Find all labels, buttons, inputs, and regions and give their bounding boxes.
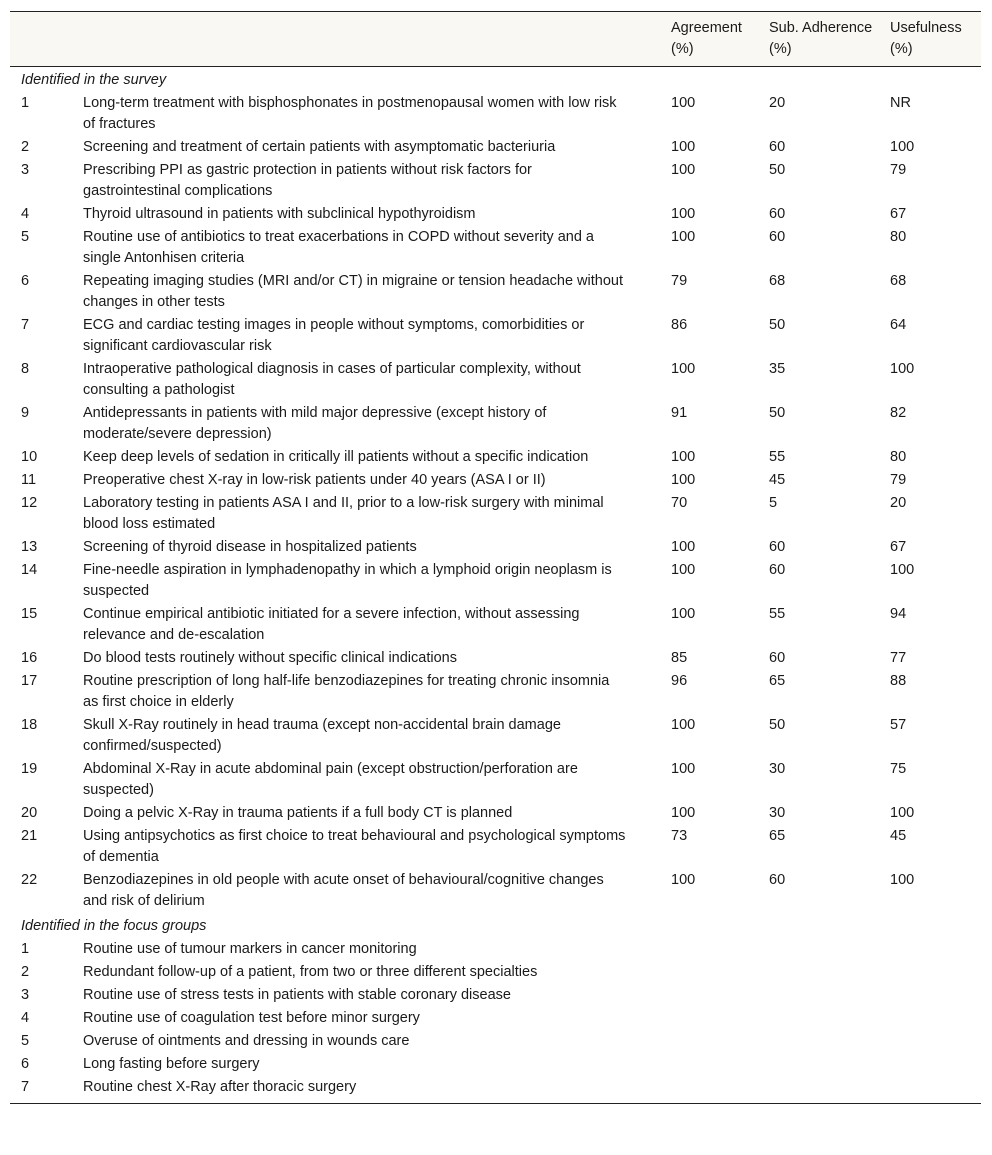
row-agreement: 100 <box>671 95 696 111</box>
section-focus-groups <box>10 913 981 938</box>
row-description: Continue empirical antibiotic initiated for a severe infection, without assessing relevance and de-escalation <box>83 606 580 643</box>
row-usefulness: NR <box>890 95 911 111</box>
row-description: ECG and cardiac testing images in people without symptoms, comorbidities or significant cardiovascular risk <box>83 317 585 354</box>
row-adherence: 30 <box>769 761 786 777</box>
section-survey-title: Identified in the survey <box>21 72 167 88</box>
row-agreement: 70 <box>671 495 688 511</box>
row-agreement <box>660 961 758 984</box>
row-agreement <box>660 1053 758 1076</box>
table-row <box>10 314 981 358</box>
row-usefulness <box>879 984 981 1007</box>
row-description: Routine chest X-Ray after thoracic surgery <box>83 1079 357 1095</box>
row-number: 15 <box>21 606 38 622</box>
row-number: 3 <box>21 162 30 178</box>
row-usefulness: 20 <box>890 495 907 511</box>
row-number: 3 <box>21 987 30 1003</box>
table-row <box>10 647 981 670</box>
table-row <box>10 226 981 270</box>
row-number: 11 <box>21 472 37 488</box>
row-agreement <box>660 1076 758 1103</box>
row-agreement: 100 <box>671 606 696 622</box>
row-agreement <box>660 938 758 961</box>
row-number: 8 <box>21 361 30 377</box>
row-description: Screening and treatment of certain patients with asymptomatic bacteriuria <box>83 139 556 155</box>
table-header <box>10 12 981 67</box>
row-adherence: 60 <box>769 539 786 555</box>
row-usefulness: 80 <box>890 449 907 465</box>
row-agreement: 100 <box>671 449 696 465</box>
row-adherence <box>758 961 879 984</box>
table-body <box>10 67 981 1104</box>
row-agreement: 100 <box>671 539 696 555</box>
row-adherence: 55 <box>769 606 786 622</box>
table-bottom-rule <box>10 1103 981 1104</box>
row-usefulness <box>879 1053 981 1076</box>
table-row <box>10 92 981 136</box>
row-agreement: 100 <box>671 562 696 578</box>
row-description: Antidepressants in patients with mild major depressive (except history of moderate/severe depression) <box>83 405 547 442</box>
row-description: Routine use of tumour markers in cancer monitoring <box>83 941 417 957</box>
row-adherence: 55 <box>769 449 786 465</box>
row-usefulness: 64 <box>890 317 907 333</box>
row-adherence: 5 <box>769 495 778 511</box>
row-agreement: 100 <box>671 162 696 178</box>
row-usefulness: 82 <box>890 405 907 421</box>
row-number: 1 <box>21 941 30 957</box>
row-adherence: 45 <box>769 472 786 488</box>
table-row <box>10 469 981 492</box>
row-adherence: 50 <box>769 405 786 421</box>
section-focus-groups-title: Identified in the focus groups <box>21 918 207 934</box>
row-description: Preoperative chest X-ray in low-risk patients under 40 years (ASA I or II) <box>83 472 546 488</box>
row-usefulness: 100 <box>890 562 915 578</box>
row-agreement: 100 <box>671 805 696 821</box>
row-number: 22 <box>21 872 38 888</box>
row-usefulness <box>879 938 981 961</box>
row-agreement: 100 <box>671 872 696 888</box>
row-description: Doing a pelvic X-Ray in trauma patients if a full body CT is planned <box>83 805 513 821</box>
row-usefulness: 88 <box>890 673 907 689</box>
table-row <box>10 961 981 984</box>
row-number: 5 <box>21 1033 30 1049</box>
row-number: 12 <box>21 495 38 511</box>
row-usefulness: 79 <box>890 162 907 178</box>
row-adherence: 20 <box>769 95 786 111</box>
row-description: Benzodiazepines in old people with acute onset of behavioural/cognitive changes and risk of delirium <box>83 872 604 909</box>
row-usefulness: 75 <box>890 761 907 777</box>
row-number: 6 <box>21 1056 30 1072</box>
table-row <box>10 559 981 603</box>
row-adherence: 60 <box>769 650 786 666</box>
row-agreement: 100 <box>671 229 696 245</box>
row-description: Repeating imaging studies (MRI and/or CT) in migraine or tension headache without changes in other tests <box>83 273 624 310</box>
row-number: 1 <box>21 95 30 111</box>
section-survey <box>10 67 981 93</box>
row-adherence: 60 <box>769 139 786 155</box>
table-row <box>10 938 981 961</box>
header-adherence: Sub. Adherence (%) <box>758 12 879 67</box>
row-adherence: 68 <box>769 273 786 289</box>
header-description <box>72 12 660 67</box>
table-row <box>10 603 981 647</box>
row-description: Keep deep levels of sedation in critically ill patients without a specific indication <box>83 449 589 465</box>
table-row <box>10 714 981 758</box>
row-usefulness: 77 <box>890 650 907 666</box>
table-row <box>10 1007 981 1030</box>
row-agreement: 86 <box>671 317 688 333</box>
table-row <box>10 203 981 226</box>
row-adherence <box>758 1076 879 1103</box>
row-usefulness: 100 <box>890 872 915 888</box>
row-agreement: 91 <box>671 405 688 421</box>
row-number: 4 <box>21 1010 30 1026</box>
table-row <box>10 670 981 714</box>
row-number: 5 <box>21 229 30 245</box>
row-usefulness: 57 <box>890 717 907 733</box>
row-number: 18 <box>21 717 38 733</box>
row-number: 14 <box>21 562 38 578</box>
row-number: 7 <box>21 317 30 333</box>
row-adherence: 50 <box>769 162 786 178</box>
row-adherence: 50 <box>769 717 786 733</box>
header-agreement: Agreement (%) <box>660 12 758 67</box>
table-row <box>10 825 981 869</box>
row-description: Laboratory testing in patients ASA I and II, prior to a low-risk surgery with minimal blood loss estimated <box>83 495 604 532</box>
row-usefulness: 79 <box>890 472 907 488</box>
table-row <box>10 270 981 314</box>
header-usefulness: Usefulness (%) <box>879 12 981 67</box>
table-row <box>10 802 981 825</box>
row-adherence: 35 <box>769 361 786 377</box>
row-adherence <box>758 1053 879 1076</box>
row-usefulness <box>879 1076 981 1103</box>
row-number: 2 <box>21 964 30 980</box>
row-number: 21 <box>21 828 38 844</box>
row-adherence: 60 <box>769 229 786 245</box>
row-description: Screening of thyroid disease in hospitalized patients <box>83 539 417 555</box>
row-adherence: 30 <box>769 805 786 821</box>
row-adherence: 60 <box>769 206 786 222</box>
table-row <box>10 358 981 402</box>
row-usefulness: 100 <box>890 361 915 377</box>
row-description: Overuse of ointments and dressing in wounds care <box>83 1033 410 1049</box>
header-row <box>10 12 981 67</box>
row-agreement: 79 <box>671 273 688 289</box>
table-row <box>10 1030 981 1053</box>
row-description: Routine use of stress tests in patients with stable coronary disease <box>83 987 511 1003</box>
row-usefulness: 68 <box>890 273 907 289</box>
row-adherence: 65 <box>769 673 786 689</box>
row-agreement: 100 <box>671 472 696 488</box>
row-number: 10 <box>21 449 38 465</box>
row-agreement: 100 <box>671 139 696 155</box>
row-number: 9 <box>21 405 30 421</box>
row-adherence: 50 <box>769 317 786 333</box>
row-number: 20 <box>21 805 38 821</box>
row-description: Long fasting before surgery <box>83 1056 260 1072</box>
row-agreement <box>660 1007 758 1030</box>
table-row <box>10 536 981 559</box>
row-agreement: 100 <box>671 761 696 777</box>
table-row <box>10 1053 981 1076</box>
row-number: 16 <box>21 650 38 666</box>
recommendations-table <box>10 11 981 1103</box>
row-agreement <box>660 984 758 1007</box>
row-usefulness <box>879 961 981 984</box>
row-usefulness: 100 <box>890 139 915 155</box>
row-description: Do blood tests routinely without specific clinical indications <box>83 650 457 666</box>
row-description: Prescribing PPI as gastric protection in patients without risk factors for gastrointestinal complications <box>83 162 532 199</box>
row-number: 6 <box>21 273 30 289</box>
row-description: Thyroid ultrasound in patients with subclinical hypothyroidism <box>83 206 476 222</box>
row-agreement: 100 <box>671 206 696 222</box>
row-agreement <box>660 1030 758 1053</box>
row-description: Routine use of antibiotics to treat exacerbations in COPD without severity and a single Antonhisen criteria <box>83 229 594 266</box>
row-usefulness: 80 <box>890 229 907 245</box>
row-description: Intraoperative pathological diagnosis in cases of particular complexity, without consulting a pathologist <box>83 361 581 398</box>
row-description: Fine-needle aspiration in lymphadenopathy in which a lymphoid origin neoplasm is suspected <box>83 562 612 599</box>
table-row <box>10 136 981 159</box>
table-row <box>10 758 981 802</box>
table-row <box>10 402 981 446</box>
row-usefulness: 45 <box>890 828 907 844</box>
row-description: Redundant follow-up of a patient, from two or three different specialties <box>83 964 538 980</box>
row-agreement: 96 <box>671 673 688 689</box>
row-usefulness <box>879 1007 981 1030</box>
row-adherence: 60 <box>769 562 786 578</box>
table-row <box>10 446 981 469</box>
row-description: Routine use of coagulation test before minor surgery <box>83 1010 420 1026</box>
row-number: 17 <box>21 673 38 689</box>
row-number: 4 <box>21 206 30 222</box>
row-description: Using antipsychotics as first choice to treat behavioural and psychological symptoms of dementia <box>83 828 626 865</box>
table-row <box>10 492 981 536</box>
row-usefulness: 67 <box>890 539 907 555</box>
table-row <box>10 1076 981 1103</box>
row-description: Skull X-Ray routinely in head trauma (except non-accidental brain damage confirmed/suspected) <box>83 717 561 754</box>
row-agreement: 73 <box>671 828 688 844</box>
table-row <box>10 159 981 203</box>
row-number: 13 <box>21 539 38 555</box>
row-description: Routine prescription of long half-life benzodiazepines for treating chronic insomnia as first choice in elderly <box>83 673 610 710</box>
row-description: Long-term treatment with bisphosphonates in postmenopausal women with low risk of fractures <box>83 95 617 132</box>
header-number <box>10 12 72 67</box>
recommendations-table-container <box>10 11 981 1104</box>
row-usefulness: 94 <box>890 606 907 622</box>
row-usefulness: 67 <box>890 206 907 222</box>
row-agreement: 100 <box>671 717 696 733</box>
row-number: 7 <box>21 1079 30 1095</box>
row-adherence <box>758 1007 879 1030</box>
table-row <box>10 984 981 1007</box>
row-usefulness: 100 <box>890 805 915 821</box>
row-agreement: 100 <box>671 361 696 377</box>
table-row <box>10 869 981 913</box>
row-usefulness <box>879 1030 981 1053</box>
row-adherence: 60 <box>769 872 786 888</box>
row-adherence <box>758 938 879 961</box>
row-adherence: 65 <box>769 828 786 844</box>
row-agreement: 85 <box>671 650 688 666</box>
row-adherence <box>758 984 879 1007</box>
row-number: 2 <box>21 139 30 155</box>
row-description: Abdominal X-Ray in acute abdominal pain (except obstruction/perforation are suspected) <box>83 761 578 798</box>
row-adherence <box>758 1030 879 1053</box>
row-number: 19 <box>21 761 38 777</box>
